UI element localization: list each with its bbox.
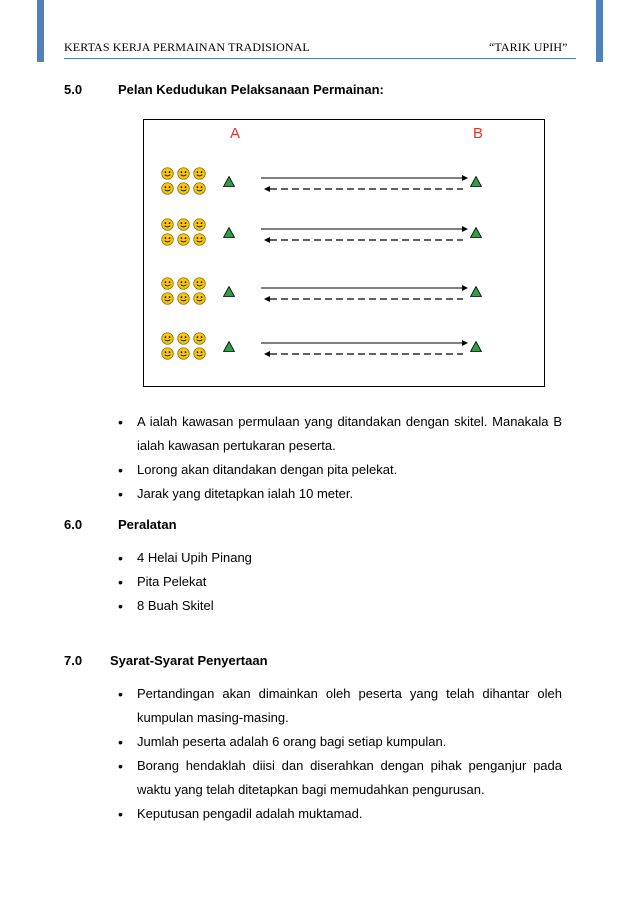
section-title: Syarat-Syarat Penyertaan (110, 653, 268, 668)
section-title: Pelan Kedudukan Pelaksanaan Permainan: (118, 82, 384, 97)
list-item: • Lorong akan ditandakan dengan pita pelekat. (118, 458, 562, 482)
player-smiley-icon (177, 218, 190, 231)
list-item: • Pertandingan akan dimainkan oleh peserta yang telah dihantar oleh kumpulan masing-masing. (118, 682, 562, 730)
player-smiley-icon (177, 277, 190, 290)
zone-label-end: B (473, 125, 484, 142)
list-item: • Keputusan pengadil adalah muktamad. (118, 802, 562, 826)
lane-arrows-icon (256, 224, 486, 246)
player-smiley-icon (177, 332, 190, 345)
header-document-title: KERTAS KERJA PERMAINAN TRADISIONAL (64, 40, 310, 54)
player-smiley-icon (193, 182, 206, 195)
player-smiley-icon (177, 292, 190, 305)
list-item: • 4 Helai Upih Pinang (118, 546, 562, 570)
player-smiley-icon (161, 167, 174, 180)
lane-arrows-icon (256, 338, 486, 360)
header-game-name: “TARIK UPIH” (489, 40, 568, 54)
player-smiley-icon (177, 347, 190, 360)
list-item: • Pita Pelekat (118, 570, 562, 594)
player-smiley-icon (161, 292, 174, 305)
lane-arrows-icon (256, 283, 486, 305)
skittle-cone-icon (223, 286, 235, 297)
section-6-bullet-list (118, 546, 562, 618)
player-smiley-icon (177, 233, 190, 246)
skittle-cone-icon (470, 341, 482, 352)
section-number: 5.0 (64, 82, 83, 97)
player-smiley-icon (161, 182, 174, 195)
skittle-cone-icon (470, 176, 482, 187)
player-smiley-icon (161, 233, 174, 246)
player-smiley-icon (193, 167, 206, 180)
player-smiley-icon (193, 292, 206, 305)
skittle-cone-icon (223, 227, 235, 238)
zone-label-start: A (230, 125, 241, 142)
player-smiley-icon (193, 347, 206, 360)
lane-arrows-icon (256, 173, 486, 195)
section-7-bullet-list (118, 682, 562, 826)
skittle-cone-icon (470, 286, 482, 297)
header-rule (64, 58, 576, 59)
player-smiley-icon (177, 182, 190, 195)
list-item: • Borang hendaklah diisi dan diserahkan dengan pihak penganjur pada waktu yang telah ditetapkan bagi memudahkan pengurusan. (118, 754, 562, 802)
player-smiley-icon (161, 347, 174, 360)
player-smiley-icon (193, 218, 206, 231)
section-number: 6.0 (64, 517, 83, 532)
list-item: • 8 Buah Skitel (118, 594, 562, 618)
header-accent-bar-right (596, 0, 603, 62)
list-item: • A ialah kawasan permulaan yang ditandakan dengan skitel. Manakala B ialah kawasan pertukaran peserta. (118, 410, 562, 458)
section-number: 7.0 (64, 653, 83, 668)
skittle-cone-icon (223, 341, 235, 352)
position-plan-diagram (143, 119, 545, 387)
player-smiley-icon (193, 277, 206, 290)
player-smiley-icon (161, 277, 174, 290)
player-smiley-icon (161, 218, 174, 231)
header-accent-bar-left (37, 0, 44, 62)
player-smiley-icon (193, 332, 206, 345)
player-smiley-icon (193, 233, 206, 246)
section-title: Peralatan (118, 517, 177, 532)
list-item: • Jarak yang ditetapkan ialah 10 meter. (118, 482, 562, 506)
player-smiley-icon (177, 167, 190, 180)
skittle-cone-icon (223, 176, 235, 187)
section-5-bullet-list (118, 410, 562, 506)
list-item: • Jumlah peserta adalah 6 orang bagi setiap kumpulan. (118, 730, 562, 754)
player-smiley-icon (161, 332, 174, 345)
skittle-cone-icon (470, 227, 482, 238)
